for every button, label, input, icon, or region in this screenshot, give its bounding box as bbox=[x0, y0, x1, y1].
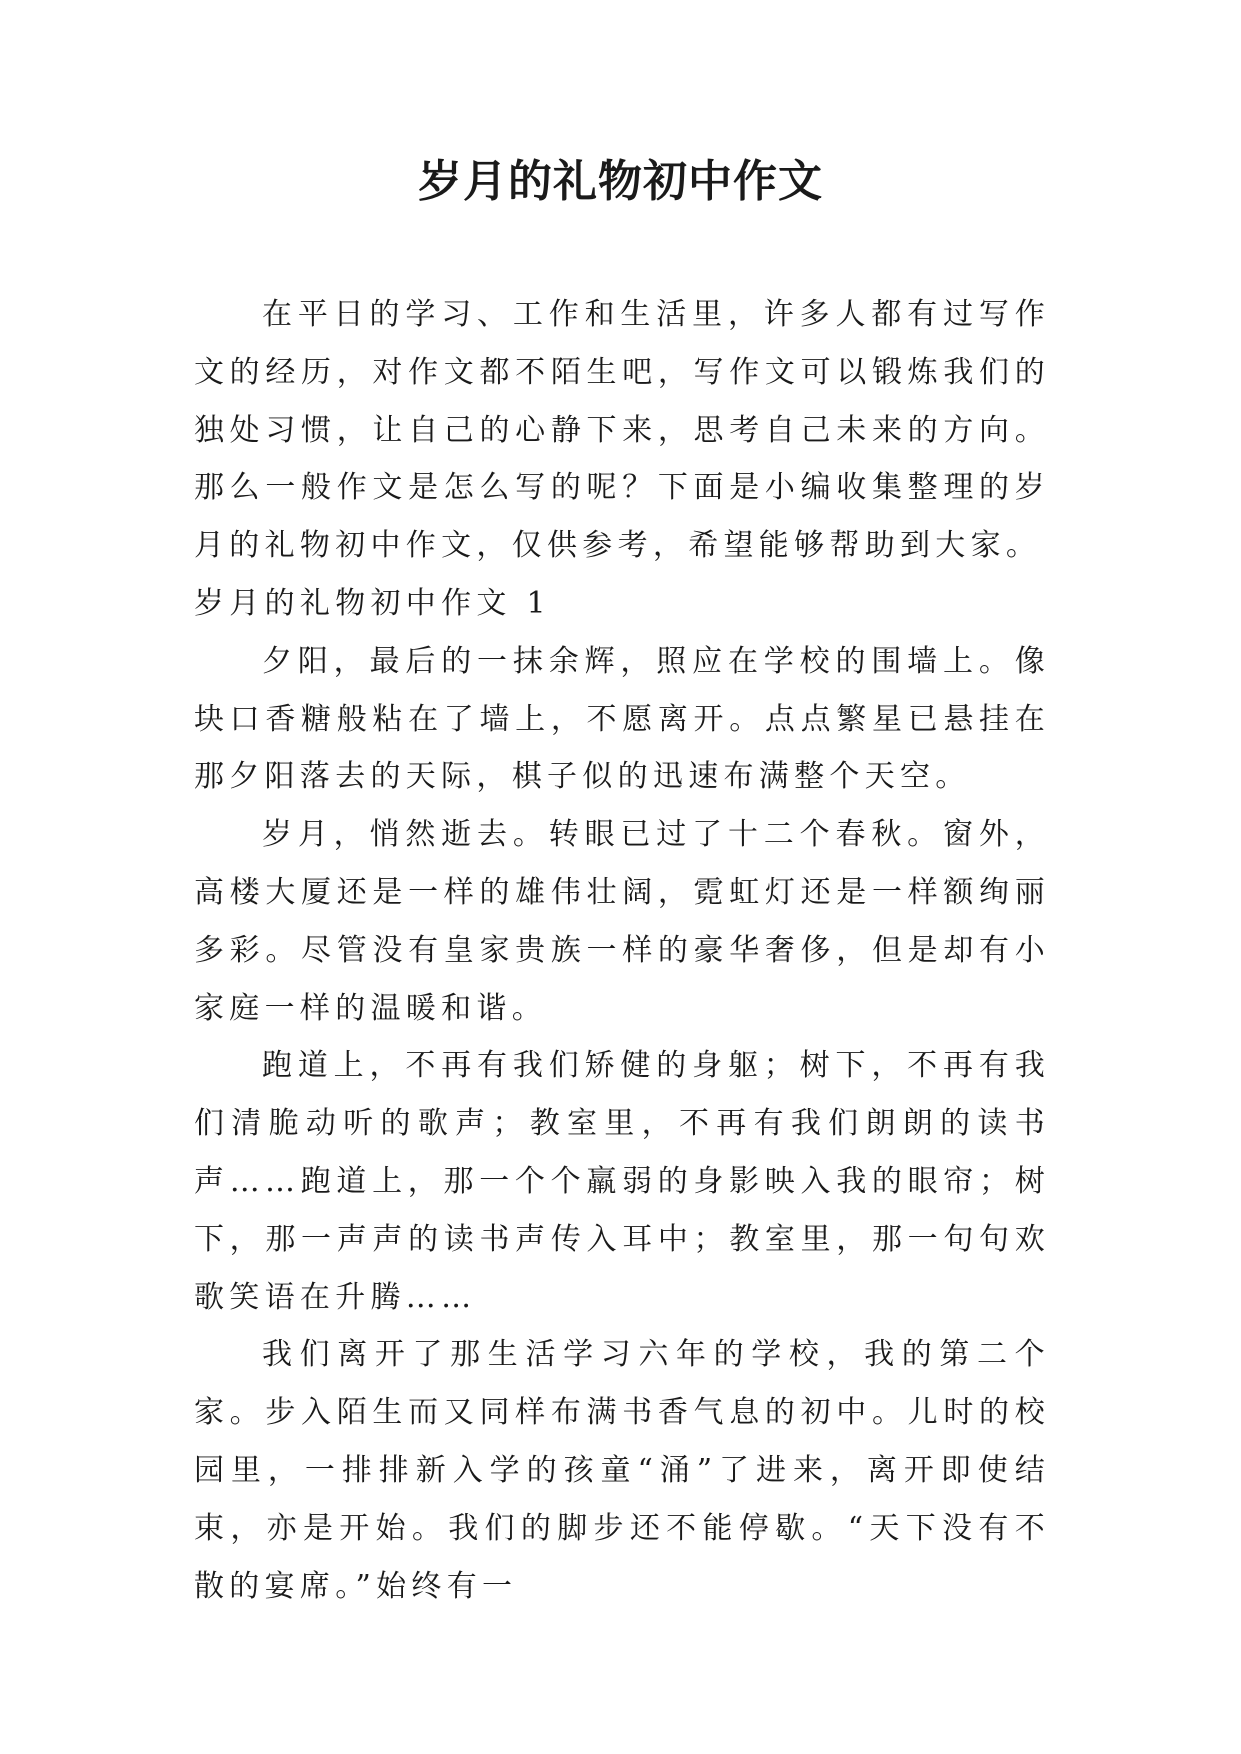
section-heading: 岁月的礼物初中作文 1 bbox=[194, 585, 551, 621]
body-paragraph-2: 岁月，悄然逝去。转眼已过了十二个春秋。窗外，高楼大厦还是一样的雄伟壮阔，霓虹灯还是一样额绚丽多彩。尽管没有皇家贵族一样的豪华奢侈，但是却有小家庭一样的温暖和谐。 bbox=[194, 817, 1050, 1026]
document-body bbox=[194, 286, 1050, 1615]
body-paragraph-4: 我们离开了那生活学习六年的学校，我的第二个家。步入陌生而又同样布满书香气息的初中。儿时的校园里，一排排新入学的孩童“涌”了进来，离开即使结束，亦是开始。我们的脚步还不能停歇。“天下没有不散的宴席。”始终有一 bbox=[194, 1337, 1050, 1604]
body-paragraph-3: 跑道上，不再有我们矫健的身躯；树下，不再有我们清脆动听的歌声；教室里，不再有我们朗朗的读书声……跑道上，那一个个羸弱的身影映入我的眼帘；树下，那一声声的读书声传入耳中；教室里，那一句句欢歌笑语在升腾…… bbox=[194, 1048, 1050, 1315]
intro-paragraph: 在平日的学习、工作和生活里，许多人都有过写作文的经历，对作文都不陌生吧，写作文可以锻炼我们的独处习惯，让自己的心静下来，思考自己未来的方向。那么一般作文是怎么写的呢？下面是小编收集整理的岁月的礼物初中作文，仅供参考，希望能够帮助到大家。 bbox=[194, 297, 1050, 564]
body-paragraph-1: 夕阳，最后的一抹余辉，照应在学校的围墙上。像块口香糖般粘在了墙上，不愿离开。点点繁星已悬挂在那夕阳落去的天际，棋子似的迅速布满整个天空。 bbox=[194, 643, 1050, 795]
document-title: 岁月的礼物初中作文 bbox=[418, 156, 823, 207]
